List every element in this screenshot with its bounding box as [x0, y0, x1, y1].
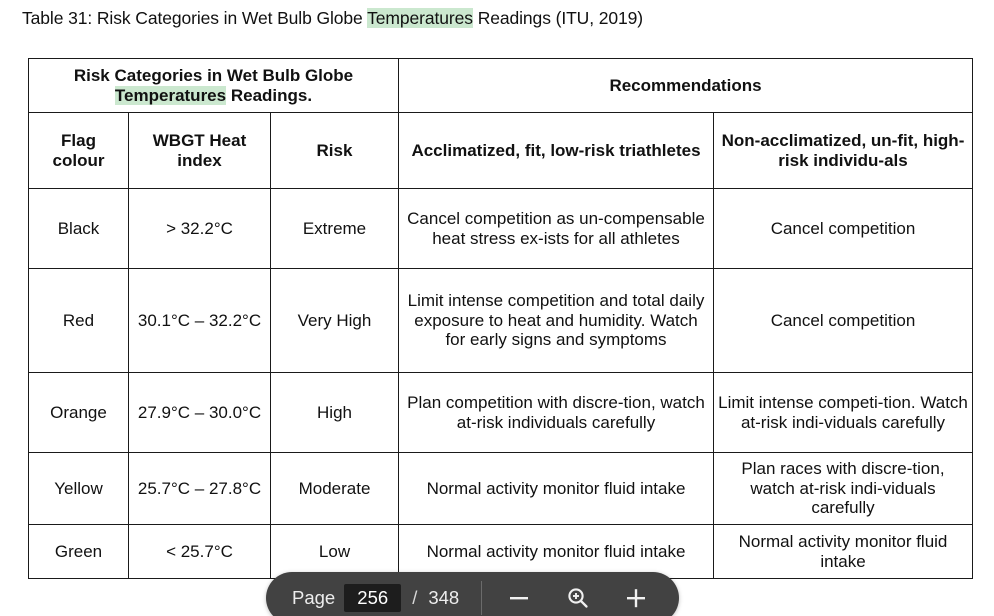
cell-risk: Moderate [271, 453, 399, 525]
table-row [29, 373, 973, 453]
column-header-non-acclimatized: Non-acclimatized, un-fit, high-risk individu-als [714, 113, 973, 189]
table-row [29, 189, 973, 269]
zoom-in-button[interactable] [616, 578, 656, 616]
cell-non-acclimatized: Cancel competition [714, 269, 973, 373]
risk-categories-table [28, 58, 973, 579]
page-number-input[interactable]: 256 [344, 584, 401, 612]
cell-acclimatized: Normal activity monitor fluid intake [399, 453, 714, 525]
table-title-left [29, 59, 399, 113]
table-title-left-before: Risk Categories in Wet Bulb Globe [73, 65, 354, 85]
table-header-row [29, 113, 973, 189]
page-navigation-group [266, 572, 459, 616]
cell-wbgt: 25.7°C – 27.8°C [129, 453, 271, 525]
cell-acclimatized: Cancel competition as un-compensable heat stress ex-ists for all athletes [399, 189, 714, 269]
caption-text-after: Readings (ITU, 2019) [472, 8, 644, 28]
cell-risk: High [271, 373, 399, 453]
cell-non-acclimatized: Plan races with discre-tion, watch at-risk indi-viduals carefully [714, 453, 973, 525]
pdf-toolbar [266, 572, 679, 616]
table-caption [22, 8, 972, 29]
total-pages-label: 348 [428, 587, 460, 608]
table-row [29, 269, 973, 373]
cell-risk: Very High [271, 269, 399, 373]
table-title-right: Recommendations [399, 59, 973, 113]
cell-acclimatized: Normal activity monitor fluid intake [399, 525, 714, 579]
cell-wbgt: 30.1°C – 32.2°C [129, 269, 271, 373]
cell-non-acclimatized: Normal activity monitor fluid intake [714, 525, 973, 579]
zoom-controls-group [482, 572, 679, 616]
cell-risk: Low [271, 525, 399, 579]
cell-non-acclimatized: Limit intense competi-tion. Watch at-risk indi-viduals carefully [714, 373, 973, 453]
plus-icon [623, 585, 649, 611]
cell-wbgt: 27.9°C – 30.0°C [129, 373, 271, 453]
cell-non-acclimatized: Cancel competition [714, 189, 973, 269]
table-row [29, 525, 973, 579]
cell-wbgt: > 32.2°C [129, 189, 271, 269]
zoom-level-button[interactable] [558, 578, 598, 616]
page-separator: / [412, 587, 418, 608]
cell-risk: Extreme [271, 189, 399, 269]
column-header-acclimatized: Acclimatized, fit, low-risk triathletes [399, 113, 714, 189]
cell-flag-colour: Red [29, 269, 129, 373]
risk-categories-table-wrapper [28, 58, 972, 579]
cell-flag-colour: Orange [29, 373, 129, 453]
cell-flag-colour: Black [29, 189, 129, 269]
zoom-out-button[interactable] [499, 578, 539, 616]
cell-acclimatized: Plan competition with discre-tion, watch at-risk individuals carefully [399, 373, 714, 453]
column-header-risk: Risk [271, 113, 399, 189]
page-label: Page [292, 587, 336, 608]
cell-acclimatized: Limit intense competition and total daily exposure to heat and humidity. Watch for early signs and symptoms [399, 269, 714, 373]
caption-highlight-temperatures: Temperatures [367, 8, 473, 28]
table-title-highlight-temperatures: Temperatures [114, 85, 227, 105]
table-title-row [29, 59, 973, 113]
cell-wbgt: < 25.7°C [129, 525, 271, 579]
table-row [29, 453, 973, 525]
column-header-flag-colour: Flag colour [29, 113, 129, 189]
cell-flag-colour: Yellow [29, 453, 129, 525]
column-header-wbgt-heat-index: WBGT Heat index [129, 113, 271, 189]
table-title-left-after: Readings. [226, 85, 313, 105]
magnifier-icon [565, 585, 591, 611]
minus-icon [506, 585, 532, 611]
cell-flag-colour: Green [29, 525, 129, 579]
caption-text-before: Table 31: Risk Categories in Wet Bulb Globe [22, 8, 368, 28]
